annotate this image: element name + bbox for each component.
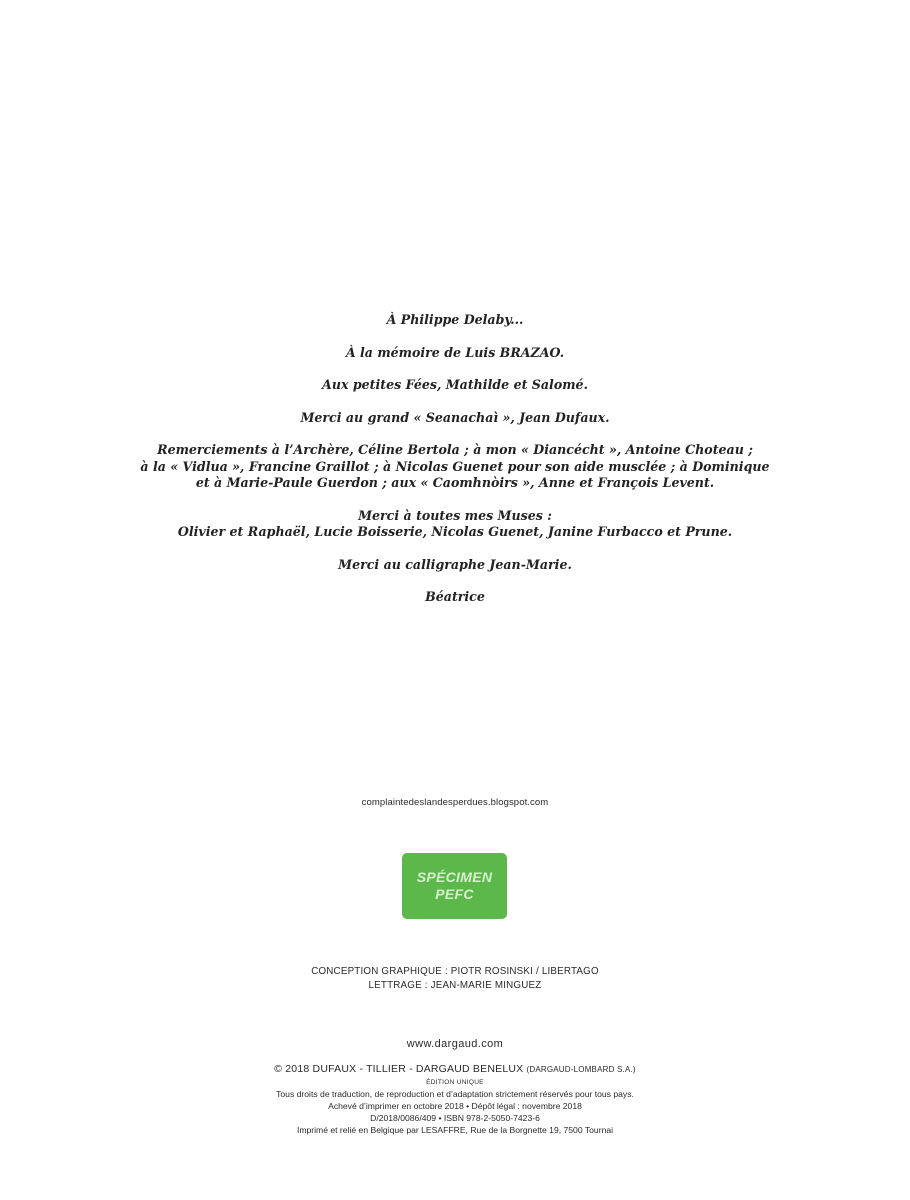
isbn-line: D/2018/0086/409 • ISBN 978-2-5050-7423-6 <box>370 1113 540 1123</box>
legal-block <box>0 1062 910 1136</box>
blog-url: complaintedeslandesperdues.blogspot.com <box>361 797 549 808</box>
pefc-specimen-badge <box>402 853 507 919</box>
pefc-badge-line2: PEFC <box>435 886 474 902</box>
signature-beatrice: Béatrice <box>425 589 485 604</box>
publisher-website: www.dargaud.com <box>406 1038 504 1050</box>
thanks-dufaux: Merci au grand « Seanachaì », Jean Dufaux. <box>300 409 610 425</box>
acknowledgements-paragraph <box>0 442 910 492</box>
credits-block <box>0 965 910 992</box>
design-credit: CONCEPTION GRAPHIQUE : PIOTR ROSINSKI / LIBERTAGO <box>311 966 599 977</box>
muses-line: Merci à toutes mes Muses : <box>358 507 552 523</box>
muses-paragraph <box>0 508 910 541</box>
pefc-badge-line1: SPÉCIMEN <box>416 869 493 885</box>
dedication-delaby: À Philippe Delaby... <box>386 312 524 327</box>
lettering-credit: LETTRAGE : JEAN-MARIE MINGUEZ <box>368 979 542 991</box>
copyright-line <box>0 1062 910 1077</box>
acknowledgements-line: Remerciements à l’Archère, Céline Bertola ; à mon « Diancécht », Antoine Choteau ; <box>157 442 753 457</box>
printer-line: Imprimé et relié en Belgique par LESAFFRE, Rue de la Borgnette 19, 7500 Tournai <box>296 1125 614 1135</box>
acknowledgements-line: à la « Vidlua », Francine Graillot ; à Nicolas Guenet pour son aide musclée ; à Dominique <box>140 458 770 474</box>
muses-line: Olivier et Raphaël, Lucie Boisserie, Nicolas Guenet, Janine Furbacco et Prune. <box>177 524 733 539</box>
edition-label: ÉDITION UNIQUE <box>426 1079 484 1086</box>
publisher-sub: (DARGAUD-LOMBARD S.A.) <box>526 1065 636 1074</box>
dedication-fairies: Aux petites Fées, Mathilde et Salomé. <box>322 377 588 392</box>
dedications-block <box>0 312 910 622</box>
acknowledgements-line: et à Marie-Paule Guerdon ; aux « Caomhnòirs », Anne et François Levent. <box>195 475 715 490</box>
copyright-text: © 2018 DUFAUX - TILLIER - DARGAUD BENELUX <box>274 1063 524 1075</box>
rights-notice: Tous droits de traduction, de reproduction et d’adaptation strictement réservés pour tous pays. <box>276 1089 634 1099</box>
dedication-brazao: À la mémoire de Luis BRAZAO. <box>345 344 565 360</box>
printing-date: Achevé d’imprimer en octobre 2018 • Dépôt légal : novembre 2018 <box>328 1101 582 1111</box>
thanks-calligrapher: Merci au calligraphe Jean-Marie. <box>338 556 572 572</box>
